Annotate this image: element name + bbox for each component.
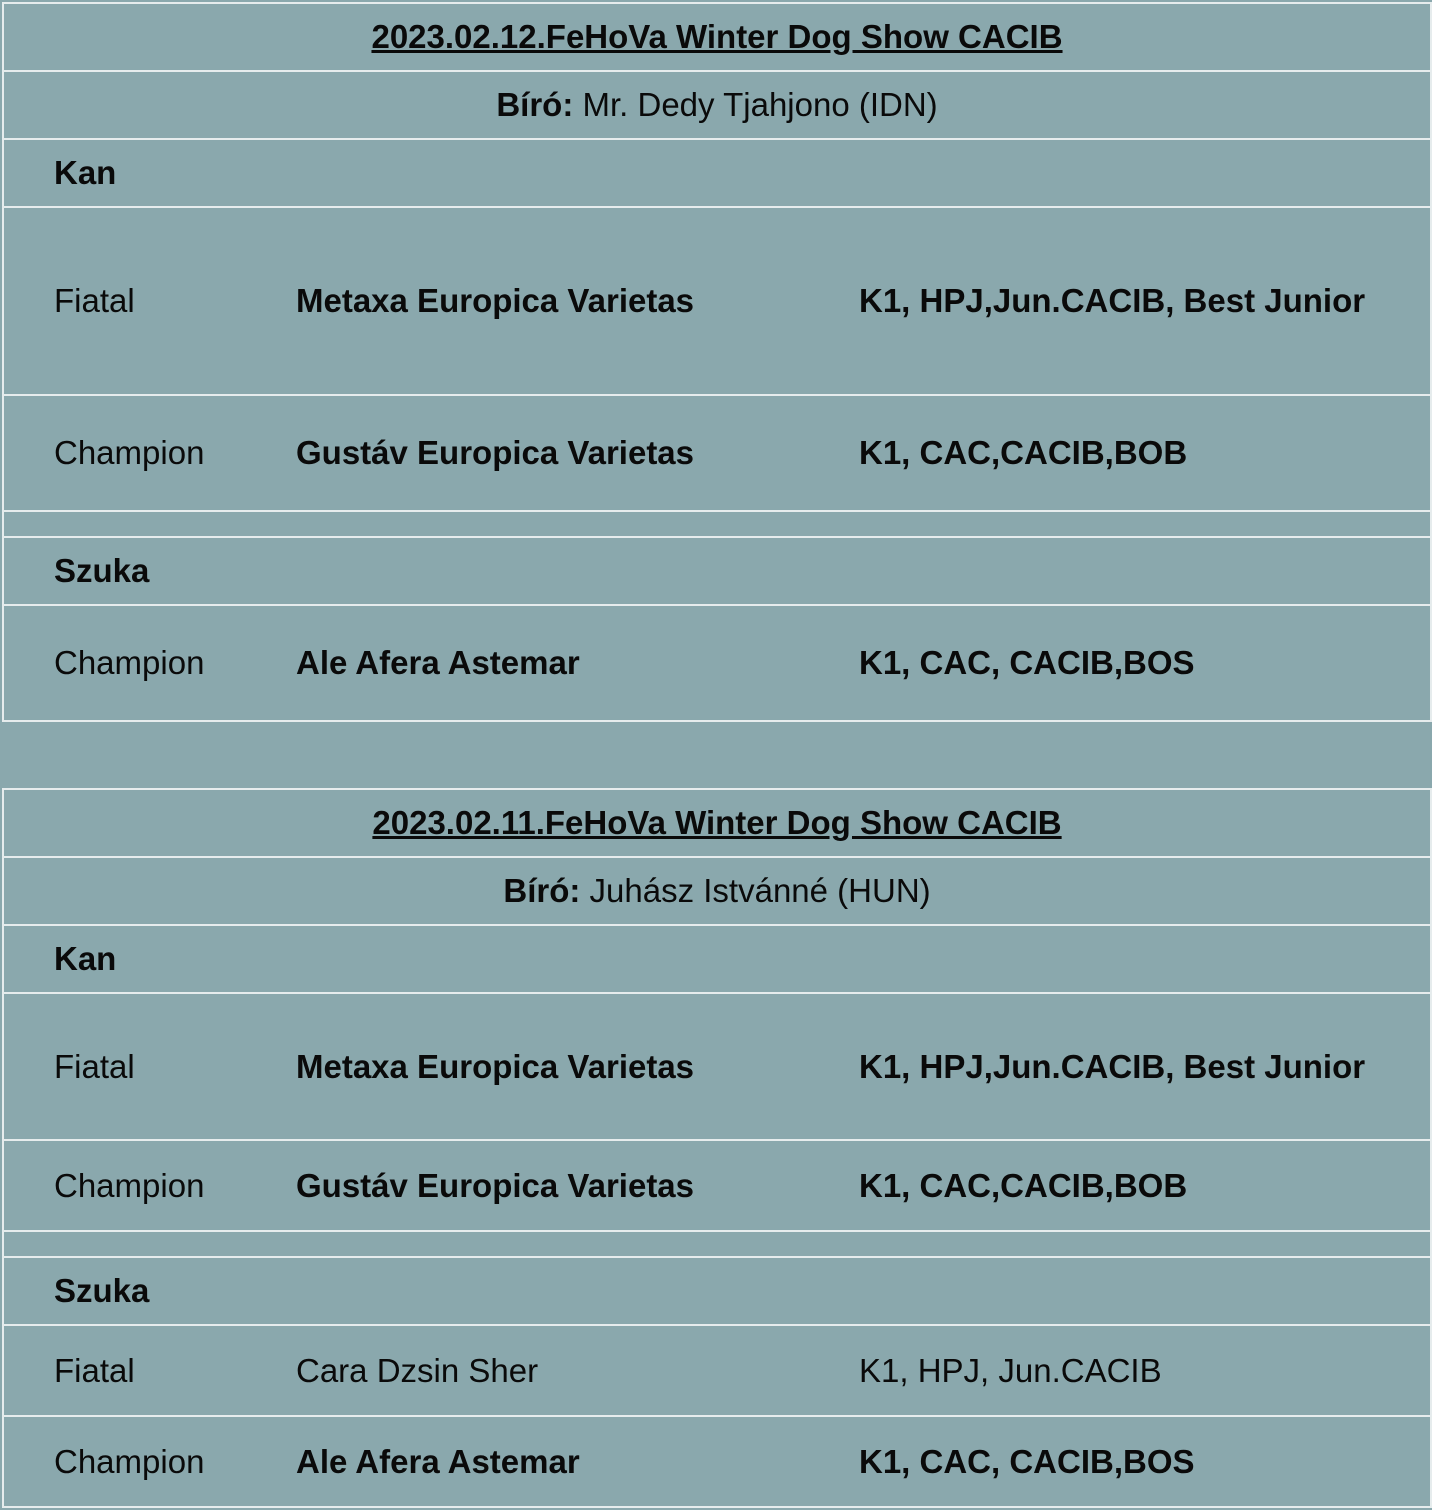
judge-cell bbox=[3, 71, 1431, 139]
dog-name-cell: Ale Afera Astemar bbox=[296, 605, 859, 721]
section-female-label: Szuka bbox=[3, 1257, 1431, 1325]
table-row bbox=[3, 1140, 1431, 1231]
table-row bbox=[3, 1416, 1431, 1507]
result-cell: K1, CAC,CACIB,BOB bbox=[859, 395, 1431, 511]
section-female-label: Szuka bbox=[3, 537, 1431, 605]
class-cell: Fiatal bbox=[3, 207, 296, 395]
section-female-row bbox=[3, 537, 1431, 605]
section-male-row bbox=[3, 925, 1431, 993]
spacer-cell bbox=[3, 511, 1431, 537]
class-cell: Champion bbox=[3, 1140, 296, 1231]
class-cell: Fiatal bbox=[3, 993, 296, 1140]
table-row bbox=[3, 993, 1431, 1140]
table-row bbox=[3, 395, 1431, 511]
show-table bbox=[2, 788, 1432, 1508]
show-title-row bbox=[3, 789, 1431, 857]
result-cell: K1, CAC,CACIB,BOB bbox=[859, 1140, 1431, 1231]
judge-label: Bíró: bbox=[503, 872, 581, 909]
dog-name-cell: Gustáv Europica Varietas bbox=[296, 1140, 859, 1231]
table-row bbox=[3, 207, 1431, 395]
dog-name-cell: Metaxa Europica Varietas bbox=[296, 207, 859, 395]
class-cell: Champion bbox=[3, 605, 296, 721]
dog-name-cell: Cara Dzsin Sher bbox=[296, 1325, 859, 1416]
dog-name-cell: Metaxa Europica Varietas bbox=[296, 993, 859, 1140]
result-cell: K1, HPJ, Jun.CACIB bbox=[859, 1325, 1431, 1416]
dog-name-cell: Ale Afera Astemar bbox=[296, 1416, 859, 1507]
section-male-label: Kan bbox=[3, 925, 1431, 993]
result-cell: K1, HPJ,Jun.CACIB, Best Junior bbox=[859, 207, 1431, 395]
judge-cell bbox=[3, 857, 1431, 925]
dog-name-cell: Gustáv Europica Varietas bbox=[296, 395, 859, 511]
class-cell: Champion bbox=[3, 395, 296, 511]
judge-row bbox=[3, 71, 1431, 139]
spacer-row bbox=[3, 1231, 1431, 1257]
class-cell: Fiatal bbox=[3, 1325, 296, 1416]
result-cell: K1, HPJ,Jun.CACIB, Best Junior bbox=[859, 993, 1431, 1140]
spacer-cell bbox=[3, 1231, 1431, 1257]
show-title-row bbox=[3, 3, 1431, 71]
table-row bbox=[3, 1325, 1431, 1416]
result-cell: K1, CAC, CACIB,BOS bbox=[859, 1416, 1431, 1507]
spacer-row bbox=[3, 511, 1431, 537]
judge-label: Bíró: bbox=[496, 86, 574, 123]
result-cell: K1, CAC, CACIB,BOS bbox=[859, 605, 1431, 721]
judge-name: Juhász Istvánné (HUN) bbox=[580, 872, 931, 909]
show-title: 2023.02.12.FeHoVa Winter Dog Show CACIB bbox=[3, 3, 1431, 71]
show-title: 2023.02.11.FeHoVa Winter Dog Show CACIB bbox=[3, 789, 1431, 857]
section-male-row bbox=[3, 139, 1431, 207]
table-row bbox=[3, 605, 1431, 721]
section-male-label: Kan bbox=[3, 139, 1431, 207]
class-cell: Champion bbox=[3, 1416, 296, 1507]
judge-row bbox=[3, 857, 1431, 925]
show-table bbox=[2, 2, 1432, 722]
judge-name: Mr. Dedy Tjahjono (IDN) bbox=[573, 86, 938, 123]
section-female-row bbox=[3, 1257, 1431, 1325]
